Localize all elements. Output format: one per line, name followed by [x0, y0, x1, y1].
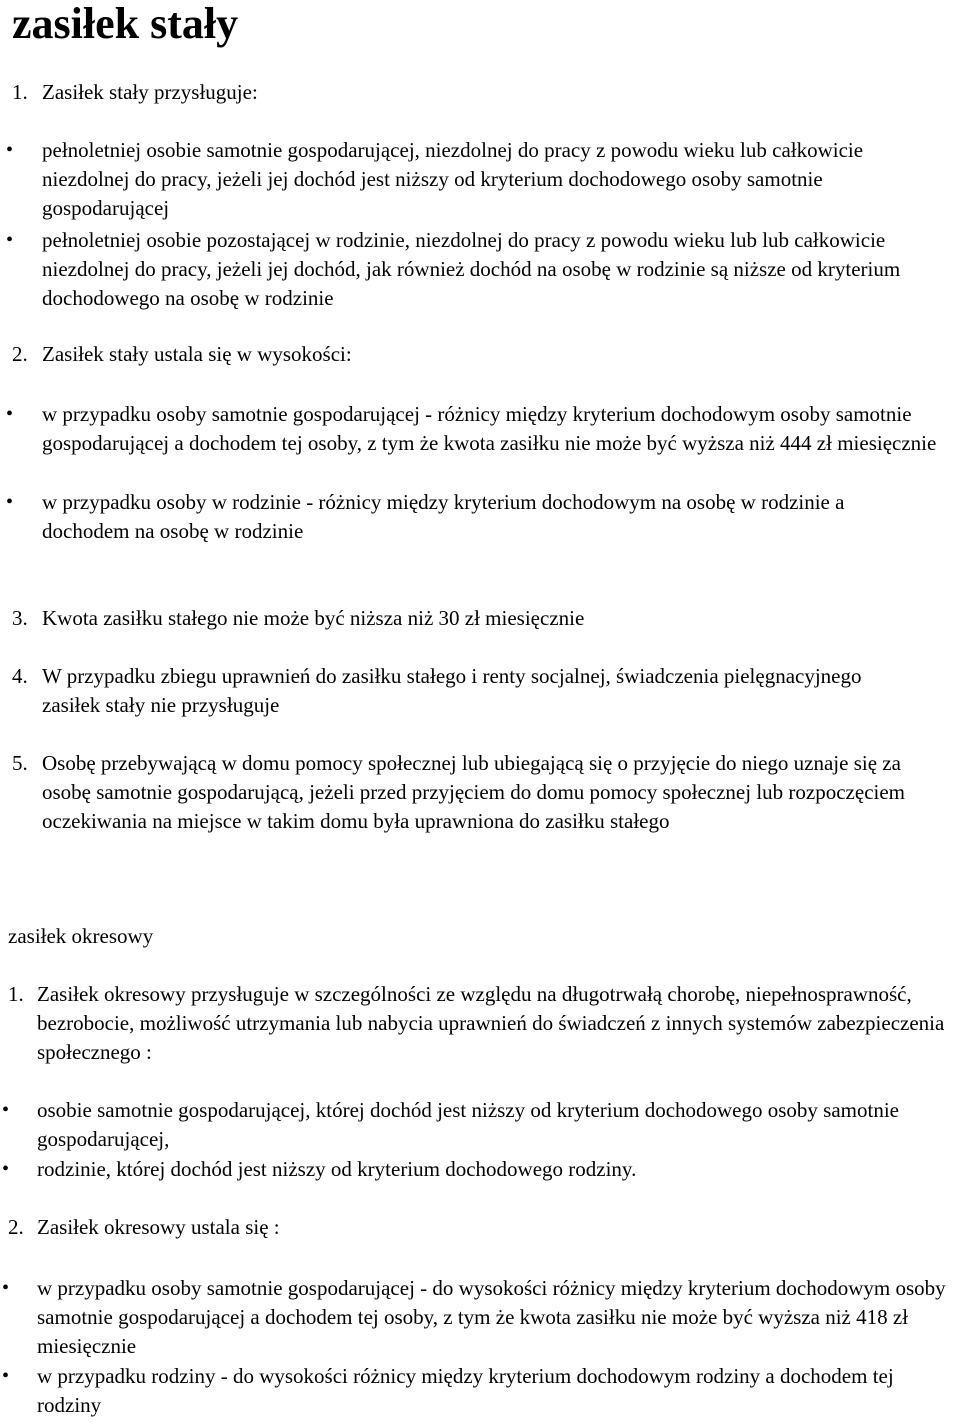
- s1-p5-text: Osobę przebywającą w domu pomocy społecznej lub ubiegającą się o przyjęcie do niego uznaje się za osobę samotnie gospodarującą, jeżeli przed przyjęciem do domu pomocy społecznej lub rozpoczęciem oczekiwania na miejsce w takim domu była uprawniona do zasiłku stałego: [42, 751, 906, 833]
- s2-p1-text: Zasiłek okresowy przysługuje w szczególności ze względu na długotrwałą chorobę, niepełnosprawność, bezrobocie, możliwość utrzymania lub nabycia uprawnień do świadczeń z innych systemów zabezpieczenia społecznego :: [37, 982, 945, 1064]
- s1-p1-text: Zasiłek stały przysługuje:: [42, 80, 258, 104]
- s2-p1-bullet-2-text: rodzinie, której dochód jest niższy od kryterium dochodowego rodziny.: [37, 1157, 637, 1181]
- bullet-icon: •: [6, 491, 14, 513]
- page-title: zasiłek stały: [12, 0, 239, 48]
- s1-p2-number: 2.: [12, 342, 28, 366]
- s1-p4-number: 4.: [12, 664, 28, 688]
- s1-p1-bullet-2-text: pełnoletniej osobie pozostającej w rodzinie, niezdolnej do pracy z powodu wieku lub lub całkowicie niezdolnej do pracy, jeżeli jej dochód, jak również dochód na osobę w rodzinie są niższe od kryterium dochodowego na osobę w rodzinie: [42, 228, 901, 310]
- s2-p1-number: 1.: [8, 982, 24, 1006]
- bullet-icon: •: [6, 403, 14, 425]
- section-heading-okresowy: zasiłek okresowy: [8, 924, 154, 948]
- s1-p2-bullet-2-text: w przypadku osoby w rodzinie - różnicy między kryterium dochodowym na osobę w rodzinie a dochodem na osobę w rodzinie: [42, 490, 845, 543]
- s1-p5-number: 5.: [12, 751, 28, 775]
- s1-p1-bullet-1-text: pełnoletniej osobie samotnie gospodarującej, niezdolnej do pracy z powodu wieku lub całkowicie niezdolnej do pracy, jeżeli jej dochód jest niższy od kryterium dochodowego osoby samotnie gospodarującej: [42, 138, 864, 220]
- bullet-icon: •: [2, 1158, 10, 1180]
- s1-p3-text: Kwota zasiłku stałego nie może być niższa niż 30 zł miesięcznie: [42, 606, 585, 630]
- s1-p1-number: 1.: [12, 80, 28, 104]
- bullet-icon: •: [2, 1365, 10, 1387]
- bullet-icon: •: [2, 1277, 10, 1299]
- s1-p3-number: 3.: [12, 606, 28, 630]
- bullet-icon: •: [6, 229, 14, 251]
- bullet-icon: •: [6, 139, 14, 161]
- s2-p2-bullet-1-text: w przypadku osoby samotnie gospodarującej - do wysokości różnicy między kryterium dochodowym osoby samotnie gospodarującej a dochodem tej osoby, z tym że kwota zasiłku nie może być wyższa niż 418 zł miesięcznie: [37, 1276, 946, 1358]
- s2-p2-text: Zasiłek okresowy ustala się :: [37, 1215, 280, 1239]
- s1-p2-bullet-1-text: w przypadku osoby samotnie gospodarującej - różnicy między kryterium dochodowym osoby samotnie gospodarującej a dochodem tej osoby, z tym że kwota zasiłku nie może być wyższa niż 444 zł miesięcznie: [42, 402, 937, 455]
- s1-p2-text: Zasiłek stały ustala się w wysokości:: [42, 342, 352, 366]
- s2-p2-bullet-2-text: w przypadku rodziny - do wysokości różnicy między kryterium dochodowym rodziny a dochodem tej rodziny: [37, 1364, 894, 1417]
- bullet-icon: •: [2, 1099, 10, 1121]
- s2-p1-bullet-1-text: osobie samotnie gospodarującej, której dochód jest niższy od kryterium dochodowego osoby samotnie gospodarującej,: [37, 1098, 899, 1151]
- s1-p4-text: W przypadku zbiegu uprawnień do zasiłku stałego i renty socjalnej, świadczenia pielęgnacyjnego zasiłek stały nie przysługuje: [42, 664, 862, 717]
- s2-p2-number: 2.: [8, 1215, 24, 1239]
